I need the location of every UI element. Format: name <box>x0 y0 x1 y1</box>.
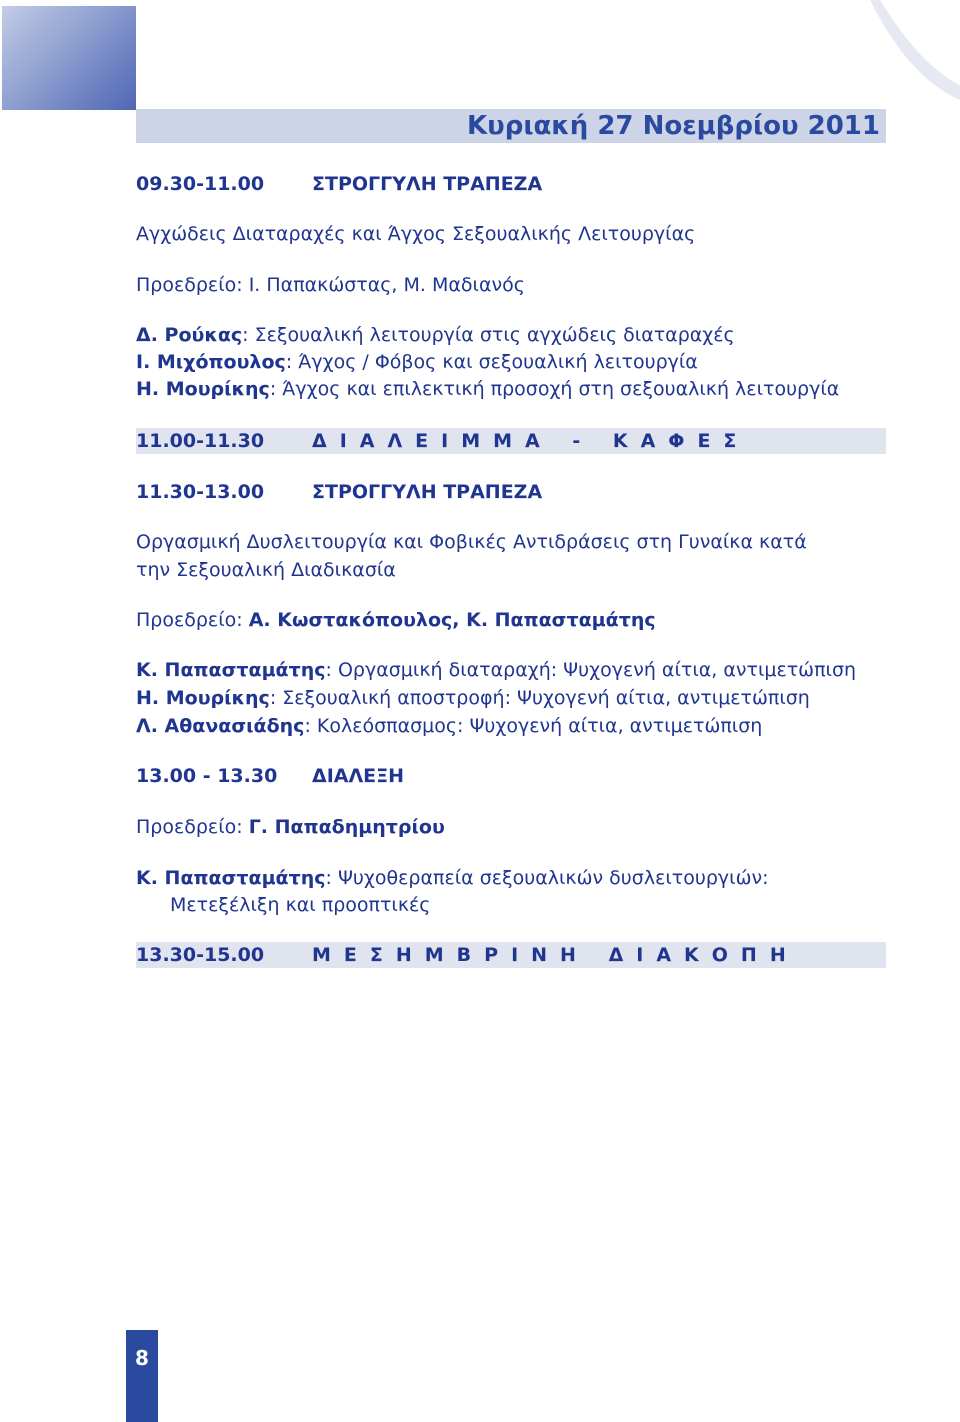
chair-label: Προεδρείο: <box>136 609 243 631</box>
session1-type: ΣΤΡΟΓΓΥΛΗ ΤΡΑΠΕΖΑ <box>312 173 543 195</box>
page-number: 8 <box>135 1346 149 1370</box>
session2-type: ΣΤΡΟΓΓΥΛΗ ΤΡΑΠΕΖΑ <box>312 481 543 503</box>
talk-speaker: Ι. Μιχόπουλος <box>136 351 286 373</box>
talk-speaker: Κ. Παπασταμάτης <box>136 659 326 681</box>
talk-topic: : Σεξουαλική αποστροφή: Ψυχογενή αίτια, αντιμετώπιση <box>269 687 810 709</box>
lecture-header <box>136 764 404 788</box>
date-header-bar <box>136 109 886 143</box>
talk-item <box>136 323 735 347</box>
session1-time: 09.30-11.00 <box>136 173 265 195</box>
chair-label: Προεδρείο: <box>136 816 243 838</box>
corner-gradient-block <box>2 6 136 110</box>
break2-time: 13.30-15.00 <box>136 944 265 966</box>
session2-time: 11.30-13.00 <box>136 481 265 503</box>
break2-label: ΜΕΣΗΜΒΡΙΝΗ ΔΙΑΚΟΠΗ <box>312 944 799 966</box>
lecture-talk <box>136 866 769 890</box>
talk-item <box>136 686 810 710</box>
talk-item <box>136 658 856 682</box>
lecture-type: ΔΙΑΛΕΞΗ <box>312 765 405 787</box>
talk-topic: : Ψυχοθεραπεία σεξουαλικών δυσλειτουργιών: <box>325 867 769 889</box>
talk-item <box>136 377 839 401</box>
session2-header <box>136 480 542 504</box>
talk-speaker: Λ. Αθανασιάδης <box>136 715 305 737</box>
chair-label: Προεδρείο: <box>136 274 243 296</box>
lecture-time: 13.00 - 13.30 <box>136 765 278 787</box>
break1-time: 11.00-11.30 <box>136 430 265 452</box>
break2-bar <box>136 942 886 968</box>
talk-topic: : Οργασμική διαταραχή: Ψυχογενή αίτια, αντιμετώπιση <box>325 659 857 681</box>
session2-chair <box>136 608 656 632</box>
session1-chair <box>136 273 525 297</box>
chair-names: Α. Κωστακόπουλος, Κ. Παπασταμάτης <box>248 609 656 631</box>
talk-topic: : Άγχος και επιλεκτική προσοχή στη σεξουαλική λειτουργία <box>269 378 840 400</box>
break1-bar <box>136 428 886 454</box>
lecture-topic-line2: Μετεξέλιξη και προοπτικές <box>170 894 431 916</box>
session1-title: Αγχώδεις Διαταραχές και Άγχος Σεξουαλικής Λειτουργίας <box>136 223 696 245</box>
talk-speaker: Κ. Παπασταμάτης <box>136 867 326 889</box>
talk-item <box>136 714 762 738</box>
decorative-swoosh-icon <box>850 0 960 110</box>
talk-topic: : Σεξουαλική λειτουργία στις αγχώδεις διαταραχές <box>242 324 735 346</box>
talk-speaker: Η. Μουρίκης <box>136 687 270 709</box>
chair-names: Γ. Παπαδημητρίου <box>248 816 445 838</box>
break1-label: ΔΙΑΛΕΙΜΜΑ - ΚΑΦΕΣ <box>312 430 750 452</box>
talk-item <box>136 350 698 374</box>
talk-speaker: Δ. Ρούκας <box>136 324 243 346</box>
lecture-chair <box>136 815 445 839</box>
date-title: Κυριακή 27 Νοεμβρίου 2011 <box>467 111 880 141</box>
session2-title-line2: την Σεξουαλική Διαδικασία <box>136 559 396 581</box>
session1-header <box>136 172 542 196</box>
chair-names: Ι. Παπακώστας, Μ. Μαδιανός <box>248 274 525 296</box>
talk-topic: : Κολεόσπασμος: Ψυχογενή αίτια, αντιμετώπιση <box>304 715 763 737</box>
page-number-box <box>126 1330 158 1422</box>
talk-topic: : Άγχος / Φόβος και σεξουαλική λειτουργία <box>285 351 698 373</box>
talk-speaker: Η. Μουρίκης <box>136 378 270 400</box>
session2-title-line1: Οργασμική Δυσλειτουργία και Φοβικές Αντιδράσεις στη Γυναίκα κατά <box>136 531 807 553</box>
